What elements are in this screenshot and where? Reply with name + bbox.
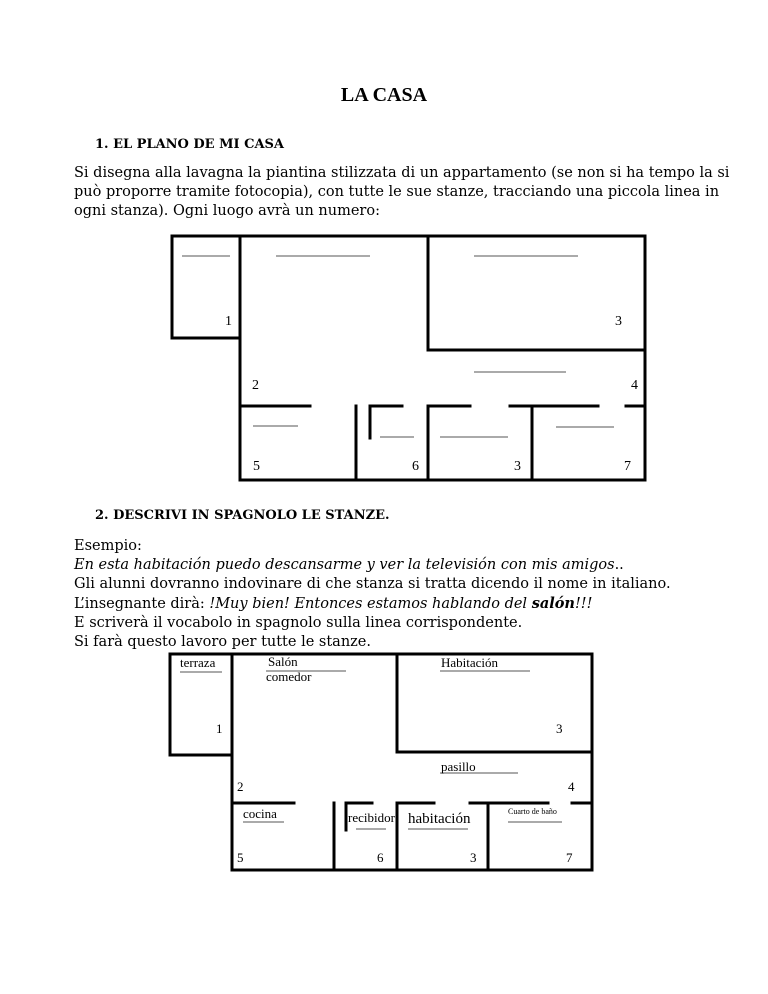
section1-line: può proporre tramite fotocopia), con tutte le sue stanze, tracciando una piccola linea in [74,184,720,200]
plan1-blank-lines [182,256,614,437]
page-title: LA CASA [340,84,428,106]
label-cuarto-de-bano: Cuarto de baño [508,807,557,816]
plan2-room-number: 3 [470,850,477,865]
plan2-room-number: 6 [377,850,384,865]
teacher-bold-word: salón [531,595,575,612]
label-pasillo: pasillo [441,759,476,774]
label-salon: Salón [268,654,298,669]
plan2-room-number: 7 [566,850,573,865]
section1-line: ogni stanza). Ogni luogo avrà un numero: [74,203,380,219]
teacher-line [74,594,671,614]
teacher-end: !!! [574,596,593,612]
section2-line: E scriverà il vocabolo in spagnolo sulla linea corrispondente. [74,615,523,631]
plan1-room-number: 7 [624,459,631,474]
section2-text [74,537,671,652]
plan1-room-number: 4 [631,378,638,393]
plan1-room-number: 1 [225,314,232,329]
section2-heading: 2. DESCRIVI IN SPAGNOLO LE STANZE. [95,508,390,523]
label-comedor: comedor [266,669,312,684]
plan1-room-number: 3 [514,459,521,474]
plan2-room-number: 2 [237,779,244,794]
section1-heading: 1. EL PLANO DE MI CASA [95,137,285,152]
example-end: .. [614,557,624,573]
label-cocina: cocina [243,806,277,821]
plan1-walls [172,236,645,480]
example-italic: En esta habitación puedo descansarme y ver la televisión con mis amigos [74,557,615,573]
plan1-room-number: 5 [253,459,260,474]
label-terraza: terraza [180,655,216,670]
example-sentence [74,556,671,575]
section1-line: Si disegna alla lavagna la piantina stilizzata di un appartamento (se non si ha tempo la si [74,165,730,181]
section2-line: Si farà questo lavoro per tutte le stanze. [74,634,371,650]
plan1-room-number: 6 [412,459,419,474]
plan2-room-number: 4 [568,779,575,794]
label-habitacion-bottom: habitación [408,811,471,827]
teacher-prefix: L’insegnante dirà: [74,596,210,612]
section2-line: Gli alunni dovranno indovinare di che stanza si tratta dicendo il nome in italiano. [74,576,671,592]
plan2-room-number: 1 [216,721,223,736]
example-label: Esempio: [74,538,142,554]
teacher-italic: !Muy bien! Entonces estamos hablando del [209,596,532,612]
plan2-room-number: 3 [556,721,563,736]
label-habitacion-top: Habitación [441,655,499,670]
plan1-room-number: 2 [252,378,259,393]
plan1-room-number: 3 [615,314,622,329]
plan2-room-number: 5 [237,850,244,865]
label-recibidor: recibidor [348,810,395,825]
